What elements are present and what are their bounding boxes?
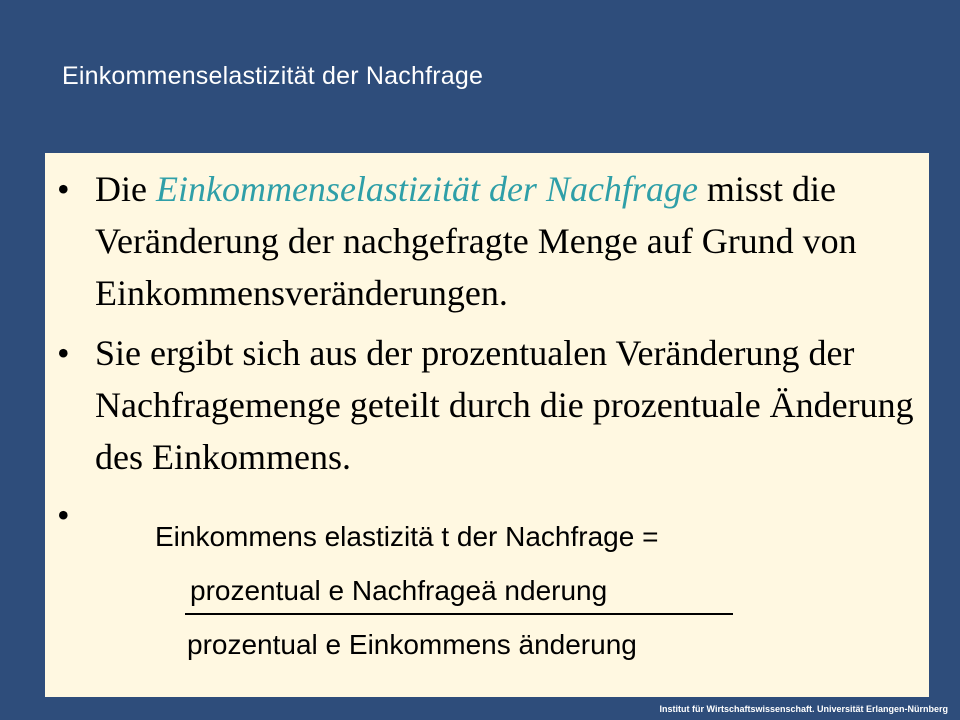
formula-lhs: Einkommens elastizitä t der Nachfrage =: [155, 521, 659, 552]
slide-title: Einkommenselastizität der Nachfrage: [62, 62, 484, 90]
bullet-dot: •: [57, 495, 70, 535]
bullet-dot: •: [57, 169, 70, 209]
fraction-bar: [185, 613, 733, 615]
bullet-text-after: misst die Veränderung der nachgefragte Menge auf Grund von Einkommensveränderungen.: [95, 169, 857, 313]
bullet-dot: •: [57, 333, 70, 373]
bullet-text: [95, 163, 925, 319]
bullet-text: Sie ergibt sich aus der prozentualen Veränderung der Nachfragemenge geteilt durch die prozentuale Änderung des Einkommens.: [95, 333, 914, 477]
bullet-text-before: Die: [95, 169, 156, 209]
formula-denominator: prozentual e Einkommens änderung: [187, 629, 637, 660]
content-panel: [45, 153, 929, 697]
formula-numerator: prozentual e Nachfrageä nderung: [190, 575, 608, 606]
footer-institution: Institut für Wirtschaftswissenschaft. Universität Erlangen-Nürnberg: [659, 704, 948, 714]
highlighted-term: Einkommenselastizität der Nachfrage: [155, 169, 698, 209]
